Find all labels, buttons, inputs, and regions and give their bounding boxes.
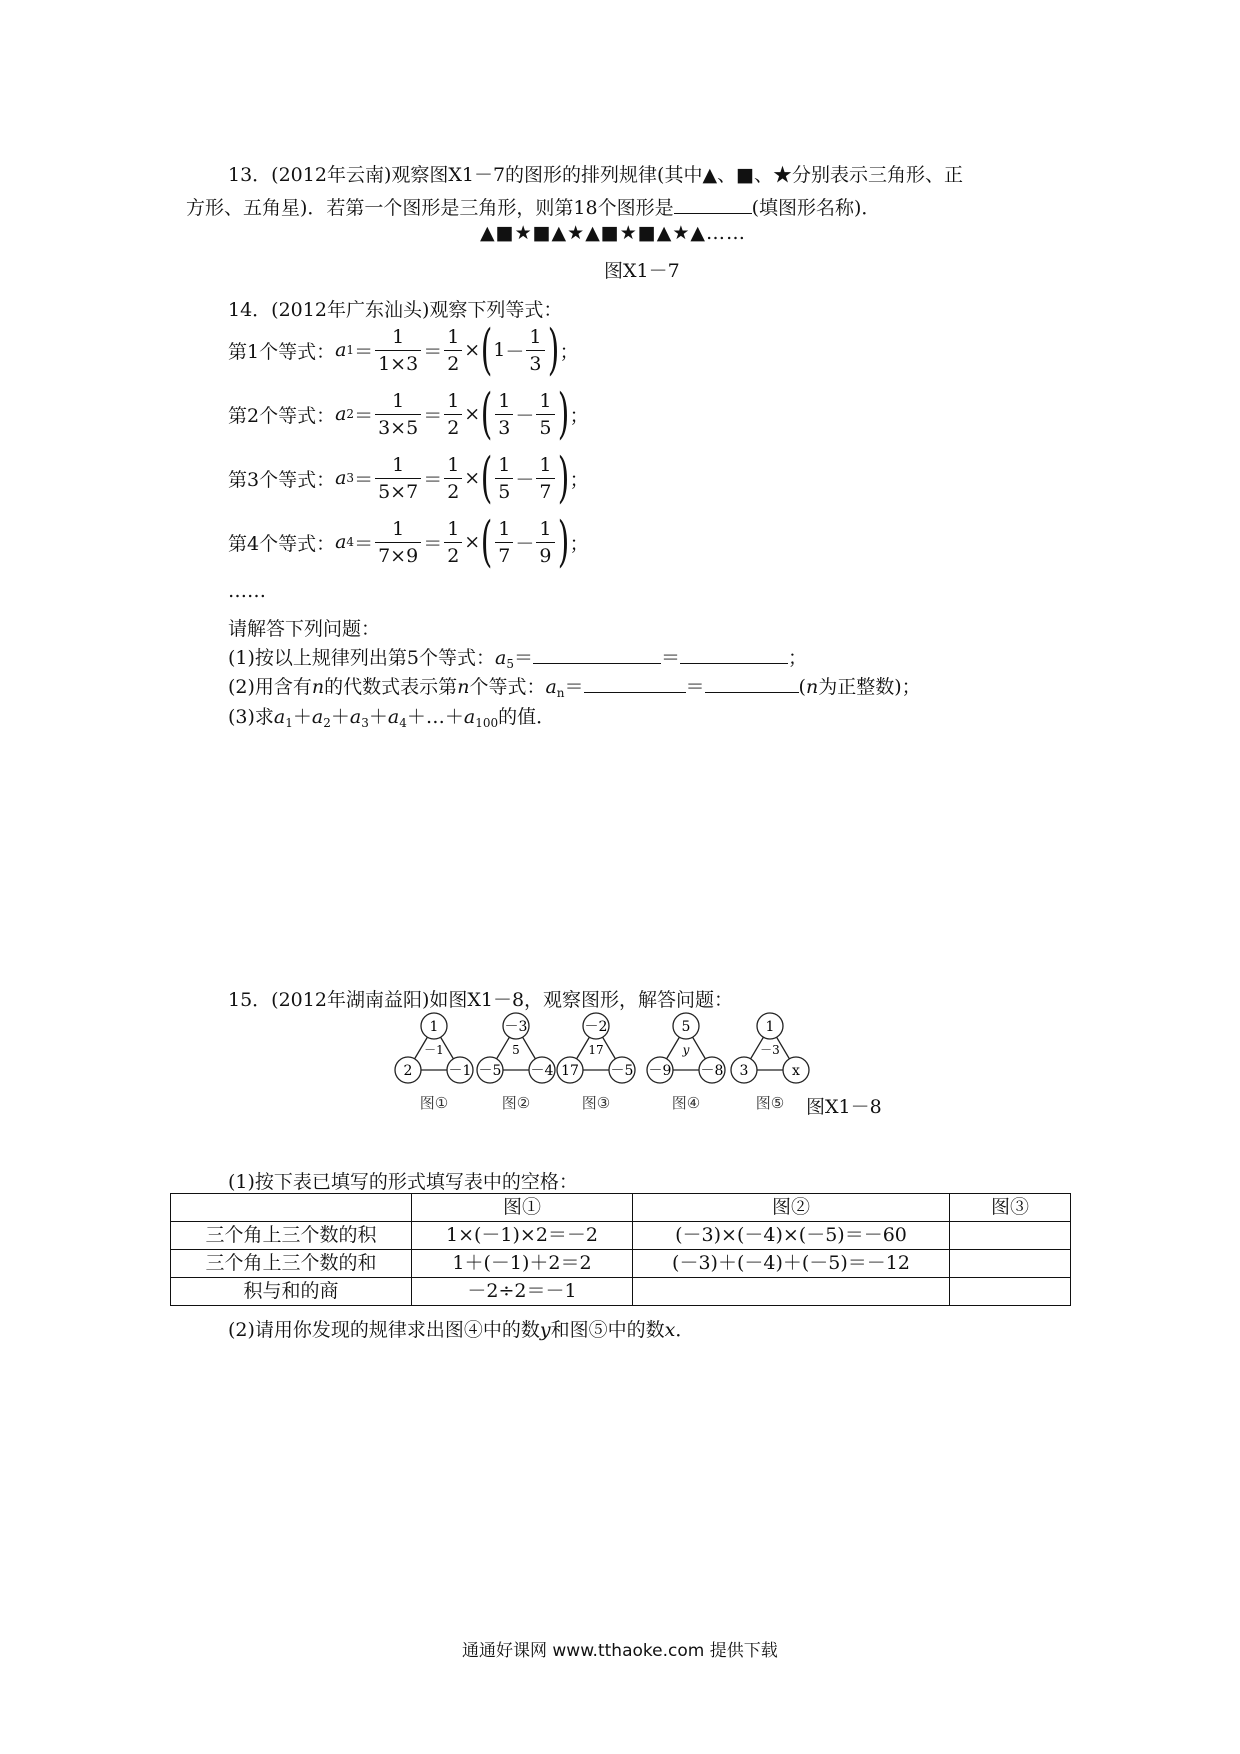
top-number: 1 — [429, 1019, 439, 1035]
q15-part1: (1)按下表已填写的形式填写表中的空格： — [228, 1171, 578, 1193]
center-number: －1 — [424, 1043, 444, 1057]
table-cell: (－3)×(－4)×(－5)＝－60 — [633, 1222, 950, 1250]
triangle-caption: 图③ — [581, 1094, 611, 1112]
unit-fraction — [526, 326, 544, 375]
right-paren: ) — [557, 510, 569, 573]
minus-sign: － — [515, 468, 535, 491]
q14-part2-n1: n — [311, 676, 325, 698]
equals-sign: ＝ — [423, 468, 443, 491]
unit-fraction — [495, 518, 513, 567]
top-number: －2 — [584, 1019, 608, 1035]
q14-part2-text-b: 的代数式表示第 — [324, 676, 458, 698]
equation-subscript: 3 — [346, 471, 355, 485]
fraction-numerator: 1 — [539, 517, 552, 540]
fraction-numerator: 1 — [447, 517, 460, 540]
q14-part1-sub: 5 — [506, 657, 514, 671]
left-paren: ( — [480, 318, 493, 381]
q14-part2-n2: n — [457, 676, 470, 698]
equation-var: a — [335, 531, 347, 553]
table-row-label: 三个角上三个数的和 — [171, 1250, 412, 1278]
q14-prompt: 请解答下列问题： — [228, 618, 381, 640]
equation-var: a — [335, 339, 347, 361]
left-paren: ( — [480, 382, 493, 445]
table-header-cell: 图② — [633, 1194, 950, 1222]
table-cell: 1＋(－1)＋2＝2 — [412, 1250, 633, 1278]
equals-sign: ＝ — [354, 468, 374, 491]
table-header-cell: 图① — [412, 1194, 633, 1222]
table-header-row — [171, 1194, 1071, 1222]
q15-part2-y: y — [539, 1319, 551, 1341]
fraction-denominator: 1×3 — [375, 350, 421, 375]
equation-var: a — [335, 403, 347, 425]
left-number: －9 — [648, 1063, 672, 1079]
table-cell-blank[interactable] — [950, 1250, 1071, 1278]
q14-part2-text-a: (2)用含有 — [228, 676, 312, 698]
q14-part2-var: a — [545, 676, 557, 698]
fraction-denominator: 7 — [495, 542, 513, 567]
integer-term: 1 — [493, 339, 506, 361]
table-header-cell — [171, 1194, 412, 1222]
q13-shape-sequence: ▲■★■▲★▲■★■▲★▲…… — [480, 222, 746, 244]
sum-operator: ＋ — [368, 706, 388, 728]
q14-part2-eq2: ＝ — [685, 676, 705, 698]
table-row-label: 积与和的商 — [171, 1278, 412, 1306]
q14-part3-text: (3)求 — [228, 706, 274, 728]
sum-term-var: a — [311, 706, 324, 728]
table-cell: －2÷2＝－1 — [412, 1278, 633, 1306]
minus-sign: － — [515, 404, 535, 427]
top-number: 1 — [765, 1019, 775, 1035]
equation-label: 第1个等式： — [228, 340, 336, 363]
right-number: －8 — [700, 1063, 724, 1079]
left-number: 17 — [561, 1063, 579, 1079]
q15-part2 — [228, 1315, 694, 1342]
fraction-numerator: 1 — [539, 453, 552, 476]
q14-part2-text-d: ( — [798, 676, 806, 698]
unit-fraction — [536, 390, 554, 439]
top-number: 5 — [681, 1019, 691, 1035]
q14-ellipsis: …… — [228, 580, 266, 602]
product-fraction — [375, 326, 421, 375]
product-fraction — [375, 390, 421, 439]
sum-term-subscript: 2 — [323, 716, 331, 730]
q13-line1: 13．(2012年云南)观察图X1－7的图形的排列规律(其中▲、■、★分别表示三角形、正 — [228, 164, 964, 186]
sum-term-var: a — [463, 706, 476, 728]
fraction-denominator: 9 — [536, 542, 554, 567]
q15-table — [170, 1193, 1071, 1306]
q13-line2-end: (填图形名称)． — [751, 197, 881, 219]
equation-subscript: 4 — [346, 535, 355, 549]
fraction-denominator: 2 — [444, 542, 462, 567]
q14-part2-n3: n — [805, 676, 819, 698]
sum-term-var: a — [387, 706, 400, 728]
fraction-denominator: 5 — [536, 414, 554, 439]
q13-line2-text: 方形、五角星)．若第一个图形是三角形，则第18个图形是 — [186, 197, 674, 219]
fraction-numerator: 1 — [392, 517, 405, 540]
equation-label: 第2个等式： — [228, 404, 336, 427]
right-paren: ) — [557, 446, 569, 509]
equation-subscript: 2 — [346, 407, 355, 421]
q13-line2 — [186, 193, 880, 220]
triangle-figure — [647, 1013, 725, 1112]
q14-part2-text-e: 为正整数)； — [818, 676, 921, 698]
q14-part1-eq2: ＝ — [661, 647, 681, 669]
times-sign: × — [464, 403, 481, 425]
q14-part2-blank1[interactable] — [584, 674, 686, 693]
right-number: －4 — [530, 1063, 554, 1079]
sum-operator: ＋ — [330, 706, 350, 728]
triangle-caption: 图② — [501, 1094, 531, 1112]
sum-term-var: a — [349, 706, 362, 728]
fraction-numerator: 1 — [539, 389, 552, 412]
semicolon: ； — [569, 532, 589, 555]
table-row — [171, 1250, 1071, 1278]
q14-part2-text-c: 个等式： — [469, 676, 546, 698]
triangle-caption: 图④ — [671, 1094, 701, 1112]
fraction-denominator: 2 — [444, 414, 462, 439]
q15-part2-text-a: (2)请用你发现的规律求出图④中的数 — [228, 1319, 540, 1341]
left-number: 2 — [403, 1063, 413, 1079]
equals-sign: ＝ — [354, 404, 374, 427]
center-number: 17 — [588, 1043, 604, 1057]
product-fraction — [375, 518, 421, 567]
sum-term-var: a — [273, 706, 286, 728]
q14-intro: 14．(2012年广东汕头)观察下列等式： — [228, 299, 563, 321]
fraction-denominator: 7×9 — [375, 542, 421, 567]
q14-part1 — [228, 643, 807, 671]
equals-sign: ＝ — [423, 532, 443, 555]
fraction-denominator: 7 — [536, 478, 554, 503]
q13-figure-caption: 图X1－7 — [604, 260, 680, 282]
fraction-numerator: 1 — [498, 453, 511, 476]
table-cell: 1×(－1)×2＝－2 — [412, 1222, 633, 1250]
left-number: －5 — [478, 1063, 502, 1079]
right-number: x — [792, 1063, 800, 1079]
minus-sign: － — [515, 532, 535, 555]
q14-part2-blank2[interactable] — [705, 674, 799, 693]
fraction-numerator: 1 — [392, 325, 405, 348]
minus-sign: － — [505, 340, 525, 363]
q14-part3 — [228, 702, 555, 730]
unit-fraction — [495, 390, 513, 439]
q15-part2-x: x — [664, 1319, 676, 1341]
left-paren: ( — [480, 446, 493, 509]
q15-part2-text-c: ． — [675, 1319, 695, 1341]
right-paren: ) — [557, 382, 569, 445]
q14-part3-sum — [274, 706, 498, 728]
sum-operator: ＋…＋ — [406, 706, 464, 728]
triangle-figure — [395, 1013, 473, 1112]
half-fraction — [444, 390, 462, 439]
sum-term-subscript: 4 — [399, 716, 407, 730]
footer-source: 通通好课网 www.tthaoke.com 提供下载 — [462, 1641, 778, 1661]
semicolon: ； — [569, 404, 589, 427]
fraction-denominator: 3×5 — [375, 414, 421, 439]
unit-fraction — [495, 454, 513, 503]
fraction-denominator: 2 — [444, 350, 462, 375]
sum-term-subscript: 3 — [361, 716, 369, 730]
q14-part2-sub: n — [556, 686, 565, 700]
half-fraction — [444, 454, 462, 503]
q14-part1-blank1[interactable] — [533, 645, 661, 664]
fraction-numerator: 1 — [447, 453, 460, 476]
equation-label: 第4个等式： — [228, 532, 336, 555]
q15-part2-text-b: 和图⑤中的数 — [550, 1319, 665, 1341]
fraction-numerator: 1 — [392, 389, 405, 412]
equals-sign: ＝ — [354, 532, 374, 555]
fraction-denominator: 3 — [526, 350, 544, 375]
table-row — [171, 1278, 1071, 1306]
half-fraction — [444, 518, 462, 567]
times-sign: × — [464, 467, 481, 489]
center-number: y — [682, 1043, 690, 1057]
fraction-denominator: 5 — [495, 478, 513, 503]
q15-intro: 15．(2012年湖南益阳)如图X1－8，观察图形，解答问题： — [228, 989, 734, 1011]
triangle-caption: 图⑤ — [755, 1094, 785, 1112]
table-cell-blank[interactable] — [950, 1222, 1071, 1250]
times-sign: × — [464, 531, 481, 553]
q14-part2 — [228, 672, 921, 700]
triangle-figure — [557, 1013, 635, 1112]
semicolon: ； — [559, 340, 579, 363]
table-cell: (－3)＋(－4)＋(－5)＝－12 — [633, 1250, 950, 1278]
half-fraction — [444, 326, 462, 375]
triangle-caption: 图① — [419, 1094, 449, 1112]
unit-fraction — [536, 454, 554, 503]
equation-row — [228, 382, 589, 446]
times-sign: × — [464, 339, 481, 361]
equation-subscript: 1 — [346, 343, 355, 357]
equation-var: a — [335, 467, 347, 489]
equals-sign: ＝ — [354, 340, 374, 363]
equals-sign: ＝ — [423, 340, 443, 363]
equation-row — [228, 318, 579, 382]
table-cell-blank[interactable] — [633, 1278, 950, 1306]
equation-label: 第3个等式： — [228, 468, 336, 491]
fraction-numerator: 1 — [447, 389, 460, 412]
fraction-numerator: 1 — [498, 389, 511, 412]
fraction-denominator: 3 — [495, 414, 513, 439]
equation-row — [228, 446, 589, 510]
q14-part2-eq1: ＝ — [564, 676, 584, 698]
q14-part1-text: (1)按以上规律列出第5个等式： — [228, 647, 496, 669]
table-row-label: 三个角上三个数的积 — [171, 1222, 412, 1250]
equation-row — [228, 510, 589, 574]
sum-operator: ＋ — [292, 706, 312, 728]
table-cell-blank[interactable] — [950, 1278, 1071, 1306]
left-paren: ( — [480, 510, 493, 573]
table-header-cell: 图③ — [950, 1194, 1071, 1222]
q14-part1-end: ； — [788, 647, 808, 669]
q14-part1-eq1: ＝ — [513, 647, 533, 669]
semicolon: ； — [569, 468, 589, 491]
right-paren: ) — [547, 318, 559, 381]
fraction-numerator: 1 — [529, 325, 542, 348]
q14-part1-blank2[interactable] — [680, 645, 788, 664]
unit-fraction — [536, 518, 554, 567]
q13-answer-blank[interactable] — [674, 195, 752, 214]
product-fraction — [375, 454, 421, 503]
q14-part3-end: 的值． — [498, 706, 556, 728]
right-number: －1 — [448, 1063, 472, 1079]
center-number: 5 — [512, 1043, 520, 1057]
top-number: －3 — [504, 1019, 528, 1035]
triangle-figure — [731, 1013, 809, 1112]
q14-part1-var: a — [495, 647, 507, 669]
sum-term-subscript: 100 — [475, 716, 499, 730]
triangle-figure — [477, 1013, 555, 1112]
table-row — [171, 1222, 1071, 1250]
fraction-numerator: 1 — [447, 325, 460, 348]
center-number: －3 — [760, 1043, 780, 1057]
fraction-denominator: 2 — [444, 478, 462, 503]
fraction-numerator: 1 — [498, 517, 511, 540]
q15-figure-caption: 图X1－8 — [806, 1096, 882, 1118]
sum-term-subscript: 1 — [285, 716, 293, 730]
fraction-numerator: 1 — [392, 453, 405, 476]
equals-sign: ＝ — [423, 404, 443, 427]
fraction-denominator: 5×7 — [375, 478, 421, 503]
left-number: 3 — [739, 1063, 749, 1079]
right-number: －5 — [610, 1063, 634, 1079]
